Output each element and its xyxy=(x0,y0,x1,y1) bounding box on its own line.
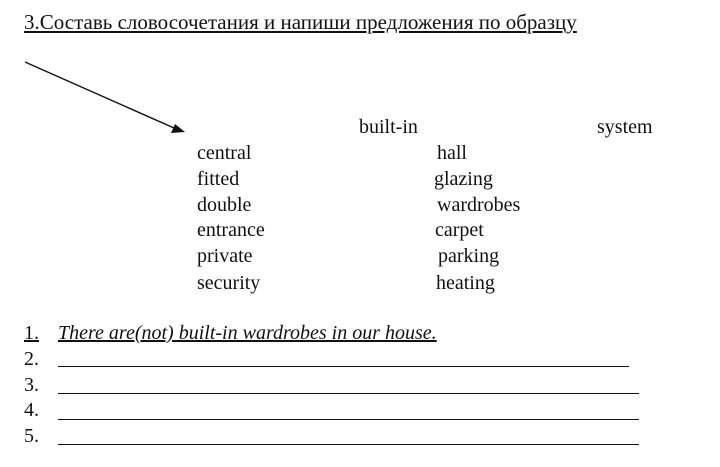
left-word: security xyxy=(197,272,261,294)
answer-number: 5. xyxy=(24,425,39,447)
right-word: hall xyxy=(437,142,467,164)
answer-blank[interactable] xyxy=(58,366,629,367)
right-word: parking xyxy=(438,245,500,267)
left-word: entrance xyxy=(197,219,265,241)
example-sentence xyxy=(24,321,437,345)
answer-number: 4. xyxy=(24,399,39,421)
answer-number: 2. xyxy=(24,348,39,370)
answer-line-4 xyxy=(24,398,58,422)
left-word: central xyxy=(197,142,252,164)
answer-line-5 xyxy=(24,424,58,448)
right-word: heating xyxy=(436,272,495,294)
header-word-built-in: built-in xyxy=(359,116,418,138)
left-word: private xyxy=(197,245,253,267)
header-word-system: system xyxy=(597,116,653,138)
answer-blank[interactable] xyxy=(58,419,639,420)
exercise-title: 3.Составь словосочетания и напиши предложения по образцу xyxy=(24,10,577,34)
answer-number: 3. xyxy=(24,374,39,396)
answer-blank[interactable] xyxy=(58,444,639,445)
example-text: There are(not) built-in wardrobes in our house. xyxy=(58,322,437,344)
example-number: 1. xyxy=(24,322,39,344)
left-word: double xyxy=(197,194,252,216)
answer-line-3 xyxy=(24,373,58,397)
right-word: carpet xyxy=(435,219,484,241)
right-word: glazing xyxy=(434,168,493,190)
answer-blank[interactable] xyxy=(58,393,639,394)
left-word: fitted xyxy=(197,168,240,190)
right-word: wardrobes xyxy=(437,194,521,216)
arrow-icon xyxy=(0,0,200,140)
answer-line-2 xyxy=(24,347,58,371)
